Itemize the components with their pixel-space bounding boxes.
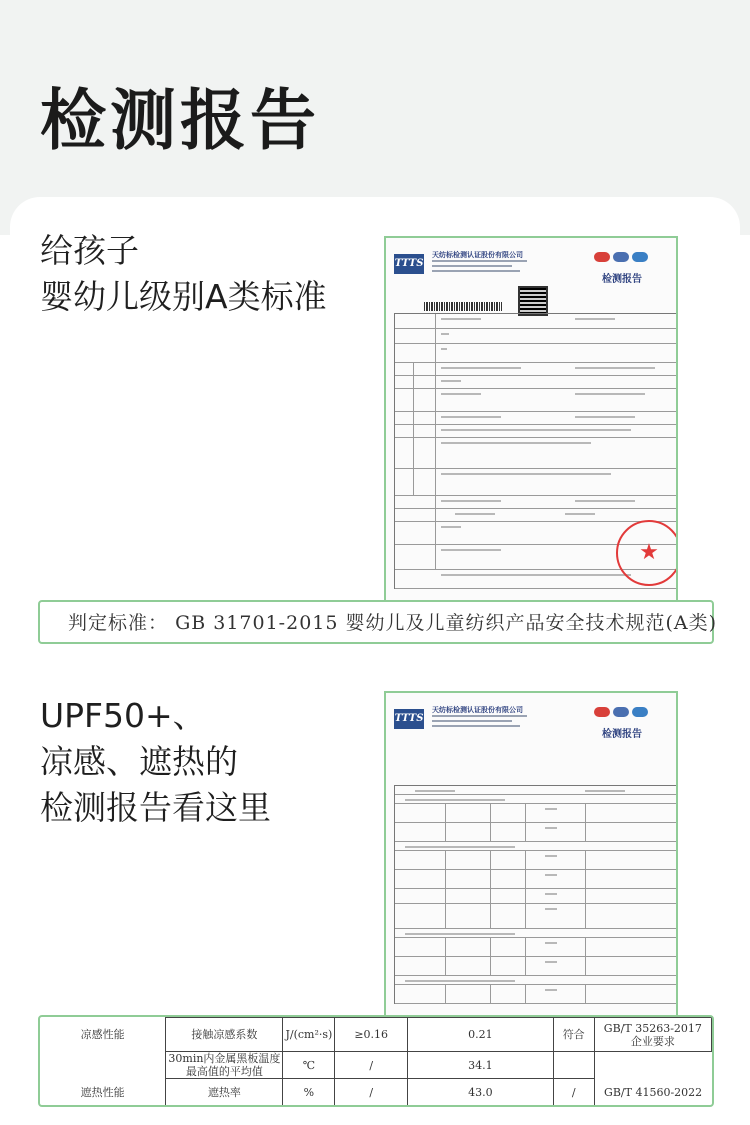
results-item: 接触凉感系数 bbox=[166, 1018, 283, 1052]
section2-heading-line-2: 凉感、遮热的 bbox=[40, 742, 238, 781]
table-row bbox=[40, 1052, 712, 1079]
document-table bbox=[394, 785, 678, 1004]
fine-print bbox=[432, 715, 527, 717]
results-unit: % bbox=[283, 1079, 335, 1107]
results-table-callout bbox=[38, 1015, 714, 1107]
section2-heading-line-3: 检测报告看这里 bbox=[40, 788, 271, 827]
star-icon: ★ bbox=[639, 540, 659, 565]
section1-heading-line-1: 给孩子 bbox=[40, 231, 139, 270]
ilac-badge-icon bbox=[613, 252, 629, 262]
document-header bbox=[394, 703, 664, 743]
fine-print bbox=[432, 260, 527, 262]
fine-print bbox=[432, 720, 512, 722]
section1-heading bbox=[40, 228, 327, 320]
section2-heading-line-1: UPF50+、 bbox=[40, 696, 206, 735]
company-logo: TTTS bbox=[394, 709, 424, 729]
results-requirement: / bbox=[335, 1052, 408, 1079]
results-unit: J/(cm²·s) bbox=[283, 1018, 335, 1052]
results-category: 遮热性能 bbox=[80, 1086, 125, 1099]
results-verdict: 符合 bbox=[553, 1018, 594, 1052]
document-company: 天纺标检测认证股份有限公司 bbox=[432, 251, 523, 259]
page-title: 检测报告 bbox=[40, 82, 320, 159]
cma-badge-icon bbox=[594, 707, 610, 717]
results-verdict: / bbox=[553, 1079, 594, 1107]
report-document-image-2 bbox=[384, 691, 678, 1035]
results-item: 30min内金属黑板温度最高值的平均值 bbox=[166, 1052, 283, 1079]
results-value: 0.21 bbox=[408, 1018, 554, 1052]
results-value: 43.0 bbox=[408, 1079, 554, 1107]
results-requirement: / bbox=[335, 1079, 408, 1107]
results-standard bbox=[594, 1052, 711, 1079]
fine-print bbox=[432, 270, 520, 272]
results-verdict bbox=[553, 1052, 594, 1079]
results-value: 34.1 bbox=[408, 1052, 554, 1079]
results-category bbox=[40, 1052, 166, 1079]
certification-badges bbox=[594, 707, 648, 719]
standard-callout-text bbox=[68, 610, 717, 636]
results-standard: GB/T 41560-2022 bbox=[604, 1086, 703, 1099]
cnas-badge-icon bbox=[632, 707, 648, 717]
fine-print bbox=[432, 725, 520, 727]
qr-code-icon bbox=[518, 286, 548, 316]
document-report-title: 检测报告 bbox=[602, 729, 642, 740]
barcode-icon bbox=[424, 302, 502, 311]
table-row bbox=[40, 1079, 712, 1107]
table-row bbox=[40, 1018, 712, 1052]
document-company: 天纺标检测认证股份有限公司 bbox=[432, 706, 523, 714]
results-item: 遮热率 bbox=[166, 1079, 283, 1107]
cma-badge-icon bbox=[594, 252, 610, 262]
certification-badges bbox=[594, 252, 648, 264]
company-logo: TTTS bbox=[394, 254, 424, 274]
results-standard: GB/T 35263-2017 企业要求 bbox=[594, 1018, 711, 1052]
cnas-badge-icon bbox=[632, 252, 648, 262]
fine-print bbox=[432, 265, 512, 267]
report-document-image-1 bbox=[384, 236, 678, 610]
standard-callout bbox=[38, 600, 718, 644]
results-requirement: ≥0.16 bbox=[335, 1018, 408, 1052]
section1-heading-line-2: 婴幼儿级别A类标准 bbox=[40, 277, 327, 316]
official-seal bbox=[616, 520, 678, 586]
standard-value: GB 31701-2015 婴幼儿及儿童纺织产品安全技术规范(A类) bbox=[175, 612, 718, 634]
section2-heading bbox=[40, 693, 271, 831]
results-table bbox=[40, 1017, 712, 1107]
document-report-title: 检测报告 bbox=[602, 274, 642, 285]
document-header bbox=[394, 248, 664, 288]
ilac-badge-icon bbox=[613, 707, 629, 717]
results-unit: ℃ bbox=[283, 1052, 335, 1079]
results-category: 凉感性能 bbox=[80, 1028, 125, 1041]
standard-label: 判定标准： bbox=[68, 612, 169, 634]
